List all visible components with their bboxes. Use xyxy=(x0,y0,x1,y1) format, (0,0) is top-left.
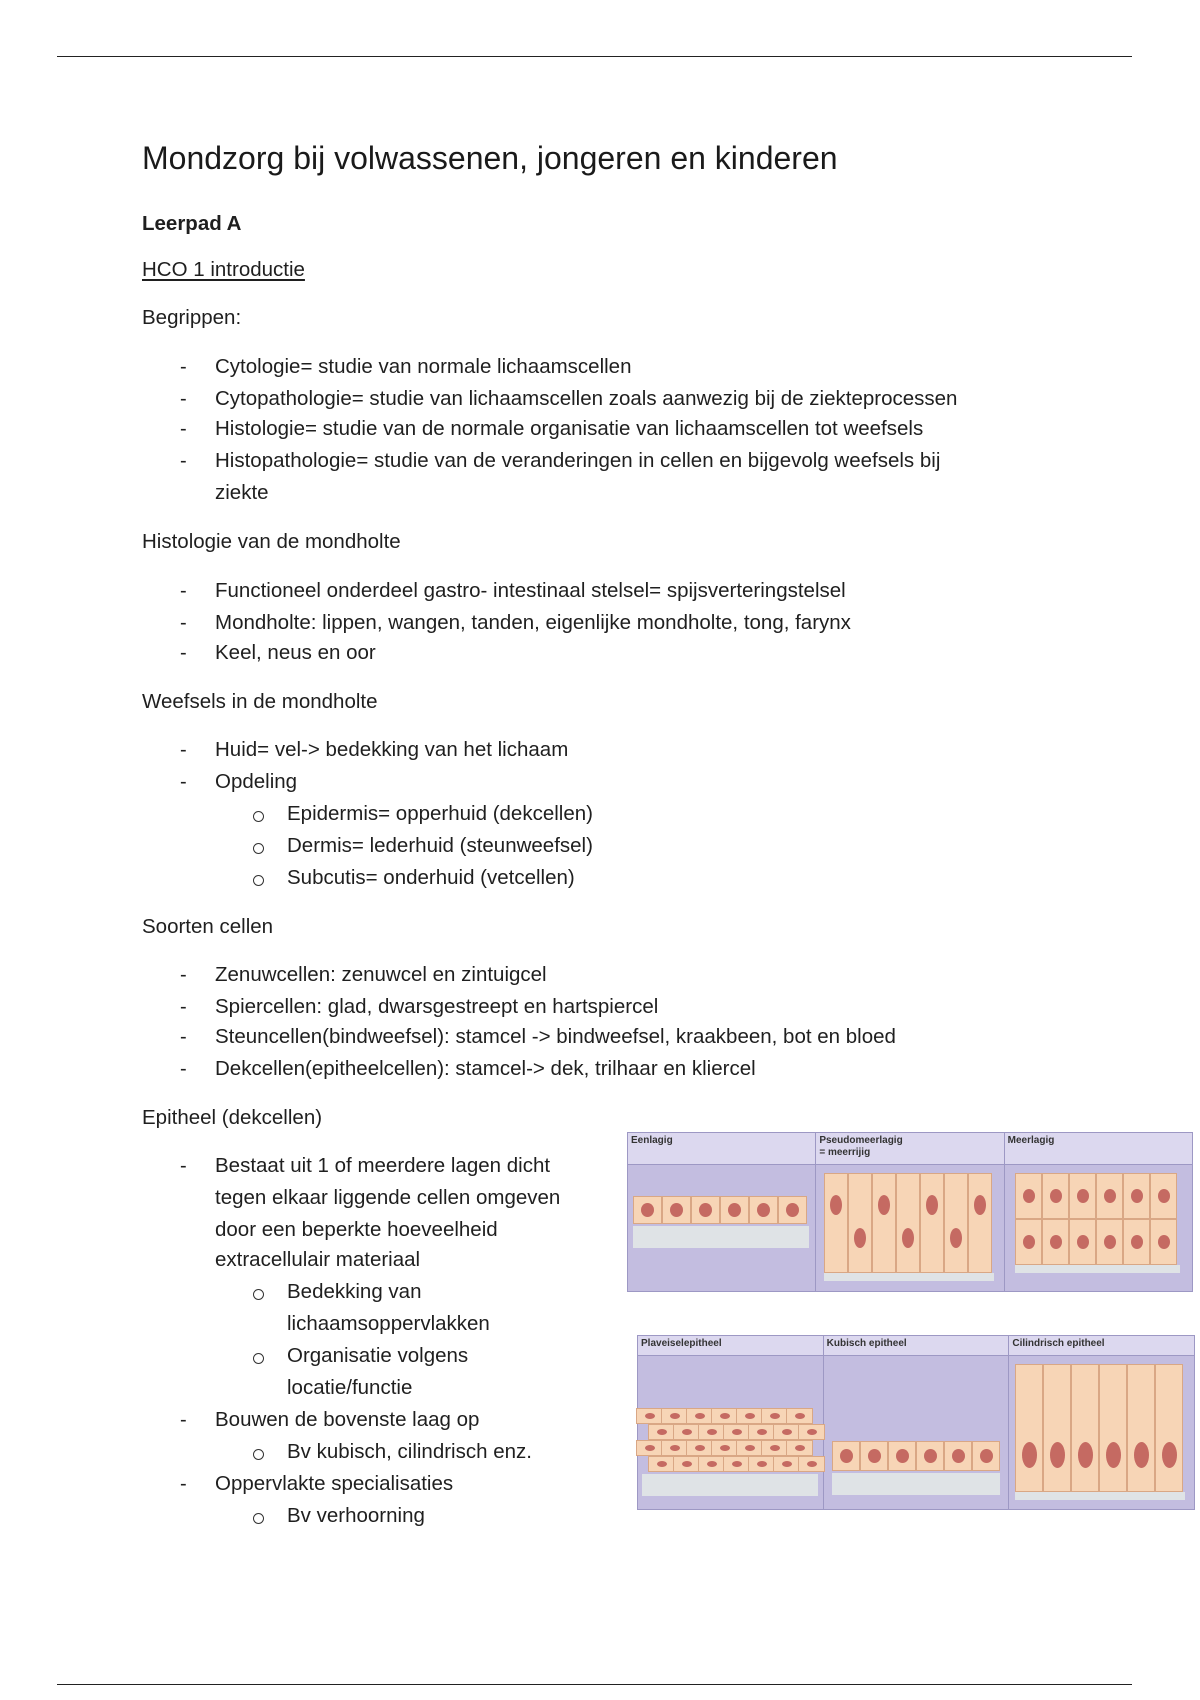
list-item: Steuncellen(bindweefsel): stamcel -> bindweefsel, kraakbeen, bot en bloed xyxy=(215,1025,896,1048)
panel-plaveisel xyxy=(638,1336,824,1509)
bullet-circle-icon xyxy=(253,811,264,822)
cell-nucleus xyxy=(896,1449,909,1463)
cell-nucleus xyxy=(770,1445,780,1451)
cell-nucleus xyxy=(807,1461,817,1467)
panel-eenlagig xyxy=(628,1133,816,1291)
cell-nucleus xyxy=(657,1461,667,1467)
epithelial-cell xyxy=(848,1173,872,1273)
list-item: Cytologie= studie van normale lichaamscellen xyxy=(215,355,632,378)
sub-list-item: Bv verhoorning xyxy=(287,1504,425,1527)
cell-nucleus xyxy=(807,1429,817,1435)
panel-kubisch xyxy=(824,1336,1010,1509)
cell-nucleus xyxy=(952,1449,965,1463)
cell-nucleus xyxy=(782,1461,792,1467)
epithelial-cell xyxy=(1071,1364,1099,1492)
bullet-circle-icon xyxy=(253,1289,264,1300)
cell-nucleus xyxy=(1050,1235,1062,1249)
squamous-illustration xyxy=(642,1408,818,1498)
list-item: Zenuwcellen: zenuwcel en zintuigcel xyxy=(215,963,547,986)
cell-nucleus xyxy=(757,1461,767,1467)
list-item: Histopathologie= studie van de veranderingen in cellen en bijgevolg weefsels bij xyxy=(215,449,941,472)
cell-nucleus xyxy=(720,1413,730,1419)
sub-list-item: Subcutis= onderhuid (vetcellen) xyxy=(287,866,575,889)
panel-label: Plaveiselepitheel xyxy=(638,1336,823,1356)
panel-label: Eenlagig xyxy=(628,1133,815,1165)
list-item-continuation: tegen elkaar liggende cellen omgeven xyxy=(215,1186,561,1209)
bullet-dash: - xyxy=(180,612,187,634)
basement-membrane xyxy=(824,1273,994,1281)
cell-nucleus xyxy=(1131,1235,1143,1249)
cell-nucleus xyxy=(840,1449,853,1463)
subtitle: Leerpad A xyxy=(142,212,242,235)
top-rule xyxy=(57,56,1132,57)
cell-nucleus xyxy=(1158,1189,1170,1203)
panel-label: Pseudomeerlagig = meerrijig xyxy=(816,1133,1003,1165)
sub-list-item-continuation: lichaamsoppervlakken xyxy=(287,1312,490,1335)
list-item: Oppervlakte specialisaties xyxy=(215,1472,454,1495)
stratified-illustration xyxy=(1015,1173,1180,1281)
cell-nucleus xyxy=(782,1429,792,1435)
sub-list-item-continuation: locatie/functie xyxy=(287,1376,413,1399)
heading-epitheel: Epitheel (dekcellen) xyxy=(142,1106,323,1129)
list-item: Bestaat uit 1 of meerdere lagen dicht xyxy=(215,1154,551,1177)
cell-nucleus xyxy=(670,1413,680,1419)
cell-nucleus xyxy=(732,1429,742,1435)
sub-list-item: Bv kubisch, cilindrisch enz. xyxy=(287,1440,532,1463)
list-item: Mondholte: lippen, wangen, tanden, eigenlijke mondholte, tong, farynx xyxy=(215,611,851,634)
bullet-circle-icon xyxy=(253,843,264,854)
cell-nucleus xyxy=(770,1413,780,1419)
columnar-illustration xyxy=(1015,1364,1185,1502)
bullet-dash: - xyxy=(180,580,187,602)
bullet-dash: - xyxy=(180,1409,187,1431)
cell-nucleus xyxy=(645,1413,655,1419)
epithelial-cell xyxy=(1099,1364,1127,1492)
cell-nucleus xyxy=(1077,1235,1089,1249)
list-item: Dekcellen(epitheelcellen): stamcel-> dek, trilhaar en kliercel xyxy=(215,1057,756,1080)
cell-nucleus xyxy=(1077,1189,1089,1203)
heading-histologie: Histologie van de mondholte xyxy=(142,530,401,553)
cell-nucleus xyxy=(924,1449,937,1463)
bullet-dash: - xyxy=(180,996,187,1018)
simple-epithelium-illustration xyxy=(633,1188,809,1252)
cell-nucleus xyxy=(699,1203,712,1217)
cell-nucleus xyxy=(645,1445,655,1451)
list-item: Cytopathologie= studie van lichaamscellen zoals aanwezig bij de ziekteprocessen xyxy=(215,387,958,410)
cell-nucleus xyxy=(670,1203,683,1217)
epithelial-cell xyxy=(896,1173,920,1273)
epithelial-cell xyxy=(1043,1364,1071,1492)
cell-nucleus xyxy=(728,1203,741,1217)
sub-list-item: Dermis= lederhuid (steunweefsel) xyxy=(287,834,593,857)
cell-nucleus xyxy=(682,1461,692,1467)
cell-nucleus xyxy=(757,1203,770,1217)
sub-list-item: Bedekking van xyxy=(287,1280,422,1303)
cell-nucleus xyxy=(682,1429,692,1435)
cell-nucleus xyxy=(707,1461,717,1467)
bullet-dash: - xyxy=(180,642,187,664)
panel-label: Meerlagig xyxy=(1005,1133,1192,1165)
cell-nucleus xyxy=(1104,1235,1116,1249)
cell-nucleus xyxy=(795,1445,805,1451)
cell-nucleus xyxy=(720,1445,730,1451)
list-item: Histologie= studie van de normale organisatie van lichaamscellen tot weefsels xyxy=(215,417,924,440)
bullet-circle-icon xyxy=(253,875,264,886)
bullet-dash: - xyxy=(180,450,187,472)
cell-nucleus xyxy=(695,1413,705,1419)
cell-nucleus xyxy=(1158,1235,1170,1249)
panel-pseudomeerlagig xyxy=(816,1133,1004,1291)
sub-list-item: Organisatie volgens xyxy=(287,1344,469,1367)
epithelial-cell xyxy=(1015,1364,1043,1492)
cell-nucleus xyxy=(795,1413,805,1419)
epithelial-cell xyxy=(1155,1364,1183,1492)
basement-membrane xyxy=(642,1474,818,1496)
epithelium-shapes-figure xyxy=(637,1335,1195,1510)
bullet-dash: - xyxy=(180,1026,187,1048)
bullet-dash: - xyxy=(180,418,187,440)
bullet-dash: - xyxy=(180,1058,187,1080)
cell-nucleus xyxy=(980,1449,993,1463)
heading-begrippen: Begrippen: xyxy=(142,306,242,329)
cell-nucleus xyxy=(868,1449,881,1463)
cell-nucleus xyxy=(1131,1189,1143,1203)
sub-list-item: Epidermis= opperhuid (dekcellen) xyxy=(287,802,593,825)
panel-meerlagig xyxy=(1005,1133,1192,1291)
list-item-continuation: door een beperkte hoeveelheid xyxy=(215,1218,498,1241)
panel-cilindrisch xyxy=(1009,1336,1194,1509)
cell-nucleus xyxy=(1023,1189,1035,1203)
cell-nucleus xyxy=(641,1203,654,1217)
list-item-continuation: ziekte xyxy=(215,481,269,504)
bottom-rule xyxy=(57,1684,1132,1685)
bullet-circle-icon xyxy=(253,1513,264,1524)
basement-membrane xyxy=(1015,1492,1185,1500)
list-item: Functioneel onderdeel gastro- intestinaal stelsel= spijsverteringstelsel xyxy=(215,579,846,602)
epithelial-cell xyxy=(1127,1364,1155,1492)
bullet-dash: - xyxy=(180,1155,187,1177)
cell-nucleus xyxy=(657,1429,667,1435)
heading-soorten: Soorten cellen xyxy=(142,915,274,938)
bullet-dash: - xyxy=(180,739,187,761)
basement-membrane xyxy=(832,1473,1000,1495)
bullet-dash: - xyxy=(180,771,187,793)
panel-label: Kubisch epitheel xyxy=(824,1336,1009,1356)
cell-nucleus xyxy=(732,1461,742,1467)
bullet-dash: - xyxy=(180,356,187,378)
list-item-continuation: extracellulair materiaal xyxy=(215,1248,421,1271)
page-title: Mondzorg bij volwassenen, jongeren en kinderen xyxy=(142,140,838,176)
cell-nucleus xyxy=(695,1445,705,1451)
epithelial-cell xyxy=(872,1173,896,1273)
cell-nucleus xyxy=(1104,1189,1116,1203)
list-item: Keel, neus en oor xyxy=(215,641,376,664)
cuboidal-illustration xyxy=(832,1441,1000,1499)
pseudostratified-illustration xyxy=(824,1173,994,1281)
bullet-circle-icon xyxy=(253,1449,264,1460)
basement-membrane xyxy=(633,1226,809,1248)
bullet-dash: - xyxy=(180,964,187,986)
epithelial-cell xyxy=(944,1173,968,1273)
epithelial-cell xyxy=(968,1173,992,1273)
cell-nucleus xyxy=(670,1445,680,1451)
cell-nucleus xyxy=(757,1429,767,1435)
list-item: Spiercellen: glad, dwarsgestreept en hartspiercel xyxy=(215,995,659,1018)
bullet-circle-icon xyxy=(253,1353,264,1364)
cell-nucleus xyxy=(1050,1189,1062,1203)
cell-nucleus xyxy=(786,1203,799,1217)
cell-nucleus xyxy=(745,1445,755,1451)
bullet-dash: - xyxy=(180,1473,187,1495)
cell-nucleus xyxy=(1023,1235,1035,1249)
section-heading: HCO 1 introductie xyxy=(142,258,305,281)
epithelium-layers-figure xyxy=(627,1132,1193,1292)
cell-nucleus xyxy=(745,1413,755,1419)
heading-weefsels: Weefsels in de mondholte xyxy=(142,690,378,713)
bullet-dash: - xyxy=(180,388,187,410)
list-item: Huid= vel-> bedekking van het lichaam xyxy=(215,738,569,761)
epithelial-cell xyxy=(824,1173,848,1273)
cell-nucleus xyxy=(707,1429,717,1435)
basement-membrane xyxy=(1015,1265,1180,1273)
list-item: Opdeling xyxy=(215,770,298,793)
epithelial-cell xyxy=(920,1173,944,1273)
list-item: Bouwen de bovenste laag op xyxy=(215,1408,480,1431)
panel-label: Cilindrisch epitheel xyxy=(1009,1336,1194,1356)
